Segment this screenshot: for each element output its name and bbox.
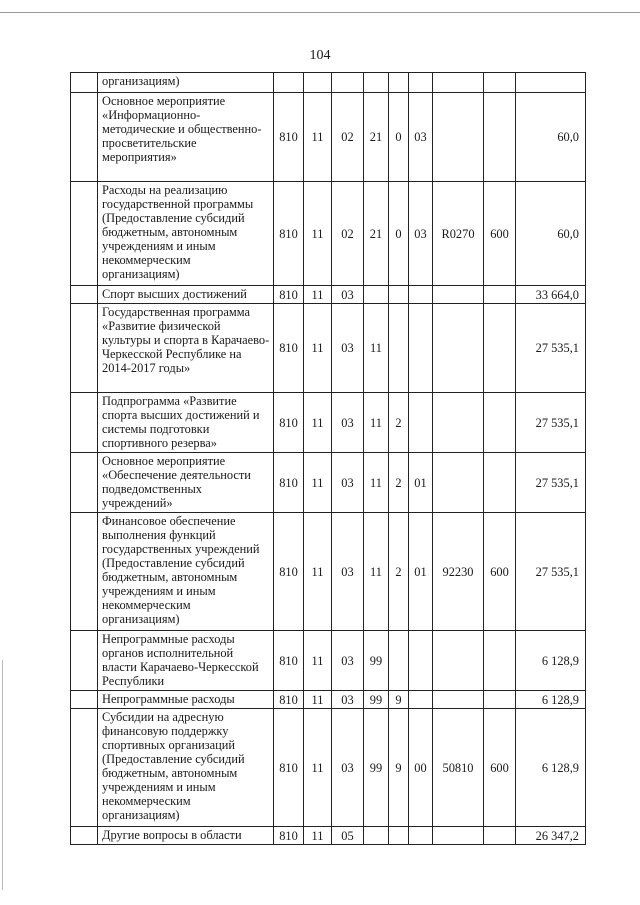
activity-code [409,827,433,845]
table-row [71,286,586,304]
amount-value: 60,0 [516,93,586,182]
row-name: Финансовое обеспечение выполнения функций государственных учреждений (Предоставление субсидий бюджетным, автономным учреждениям и иным некоммерческим организациям) [98,513,274,631]
section-code: 11 [304,513,332,631]
amount-value: 6 128,9 [516,631,586,691]
amount-value: 27 535,1 [516,513,586,631]
expense-type-code [484,691,516,709]
subsection-code [332,73,364,93]
subprogram-code [389,827,409,845]
subsection-code: 03 [332,393,364,453]
activity-code [409,631,433,691]
index-cell [71,182,98,286]
activity-code: 01 [409,453,433,513]
ministry-code: 810 [274,709,304,827]
row-name: Спорт высших достижений [98,286,274,304]
subsection-code: 02 [332,182,364,286]
activity-code: 03 [409,182,433,286]
amount-value: 33 664,0 [516,286,586,304]
program-code: 11 [364,304,389,393]
subprogram-code: 2 [389,393,409,453]
expense-type-code [484,73,516,93]
scan-edge-line [0,12,640,13]
program-code: 99 [364,691,389,709]
program-code [364,73,389,93]
row-name: Основное мероприятие «Обеспечение деятельности подведомственных учреждений» [98,453,274,513]
subsection-code: 02 [332,93,364,182]
table-row [71,73,586,93]
ministry-code: 810 [274,93,304,182]
program-code: 11 [364,453,389,513]
section-code: 11 [304,453,332,513]
amount-value: 27 535,1 [516,393,586,453]
direction-code [433,453,484,513]
program-code [364,827,389,845]
row-name: организациям) [98,73,274,93]
expense-type-code [484,93,516,182]
activity-code [409,691,433,709]
subsection-code: 03 [332,453,364,513]
direction-code [433,73,484,93]
subprogram-code [389,304,409,393]
section-code: 11 [304,827,332,845]
ministry-code: 810 [274,286,304,304]
program-code: 11 [364,393,389,453]
table-row [71,93,586,182]
table-row [71,513,586,631]
index-cell [71,709,98,827]
expense-type-code: 600 [484,182,516,286]
index-cell [71,304,98,393]
direction-code [433,286,484,304]
expense-type-code [484,453,516,513]
direction-code: R0270 [433,182,484,286]
subprogram-code: 2 [389,513,409,631]
expense-type-code [484,286,516,304]
amount-value: 6 128,9 [516,709,586,827]
amount-value: 27 535,1 [516,304,586,393]
direction-code: 50810 [433,709,484,827]
amount-value: 60,0 [516,182,586,286]
ministry-code: 810 [274,182,304,286]
table-row [71,631,586,691]
row-name: Субсидии на адресную финансовую поддержку спортивных организаций (Предоставление субсидий бюджетным, автономным учреждениям и иным некоммерческим организациям) [98,709,274,827]
subprogram-code [389,286,409,304]
direction-code [433,93,484,182]
activity-code: 00 [409,709,433,827]
section-code: 11 [304,709,332,827]
row-name: Непрограммные расходы органов исполнительной власти Карачаево-Черкесской Республики [98,631,274,691]
subprogram-code: 9 [389,709,409,827]
activity-code [409,304,433,393]
expense-type-code [484,393,516,453]
index-cell [71,691,98,709]
table-row [71,182,586,286]
ministry-code: 810 [274,827,304,845]
index-cell [71,827,98,845]
subsection-code: 03 [332,286,364,304]
page-number: 104 [309,48,331,63]
activity-code [409,286,433,304]
activity-code: 03 [409,93,433,182]
row-name: Государственная программа «Развитие физической культуры и спорта в Карачаево-Черкесской Республике на 2014-2017 годы» [98,304,274,393]
row-name: Другие вопросы в области [98,827,274,845]
ministry-code: 810 [274,393,304,453]
budget-table [70,72,586,845]
index-cell [71,286,98,304]
section-code: 11 [304,631,332,691]
expense-type-code: 600 [484,709,516,827]
ministry-code: 810 [274,631,304,691]
amount-value: 6 128,9 [516,691,586,709]
subsection-code: 03 [332,304,364,393]
table-row [71,691,586,709]
direction-code [433,304,484,393]
section-code: 11 [304,93,332,182]
table-row [71,709,586,827]
direction-code [433,691,484,709]
section-code: 11 [304,691,332,709]
subprogram-code [389,73,409,93]
row-name: Подпрограмма «Развитие спорта высших достижений и системы подготовки спортивного резерва» [98,393,274,453]
section-code: 11 [304,286,332,304]
section-code [304,73,332,93]
program-code: 99 [364,709,389,827]
program-code [364,286,389,304]
ministry-code: 810 [274,691,304,709]
expense-type-code [484,631,516,691]
subprogram-code: 2 [389,453,409,513]
activity-code [409,73,433,93]
table-row [71,304,586,393]
amount-value: 26 347,2 [516,827,586,845]
index-cell [71,393,98,453]
subsection-code: 03 [332,709,364,827]
table-row [71,827,586,845]
row-name: Расходы на реализацию государственной программы (Предоставление субсидий бюджетным, автономным учреждениям и иным некоммерческим организациям) [98,182,274,286]
program-code: 11 [364,513,389,631]
index-cell [71,453,98,513]
ministry-code [274,73,304,93]
amount-value [516,73,586,93]
subsection-code: 03 [332,513,364,631]
subsection-code: 03 [332,631,364,691]
section-code: 11 [304,304,332,393]
subprogram-code: 9 [389,691,409,709]
direction-code [433,631,484,691]
subprogram-code: 0 [389,182,409,286]
program-code: 21 [364,182,389,286]
table-row [71,453,586,513]
expense-type-code [484,827,516,845]
ministry-code: 810 [274,453,304,513]
ministry-code: 810 [274,304,304,393]
section-code: 11 [304,393,332,453]
scan-margin-line [2,660,3,890]
subsection-code: 05 [332,827,364,845]
program-code: 21 [364,93,389,182]
expense-type-code: 600 [484,513,516,631]
amount-value: 27 535,1 [516,453,586,513]
ministry-code: 810 [274,513,304,631]
index-cell [71,93,98,182]
index-cell [71,631,98,691]
section-code: 11 [304,182,332,286]
activity-code [409,393,433,453]
index-cell [71,513,98,631]
subprogram-code [389,631,409,691]
activity-code: 01 [409,513,433,631]
row-name: Непрограммные расходы [98,691,274,709]
subsection-code: 03 [332,691,364,709]
row-name: Основное мероприятие «Информационно-методические и общественно-просветительские мероприятия» [98,93,274,182]
direction-code [433,393,484,453]
index-cell [71,73,98,93]
program-code: 99 [364,631,389,691]
table-row [71,393,586,453]
direction-code [433,827,484,845]
direction-code: 92230 [433,513,484,631]
expense-type-code [484,304,516,393]
subprogram-code: 0 [389,93,409,182]
